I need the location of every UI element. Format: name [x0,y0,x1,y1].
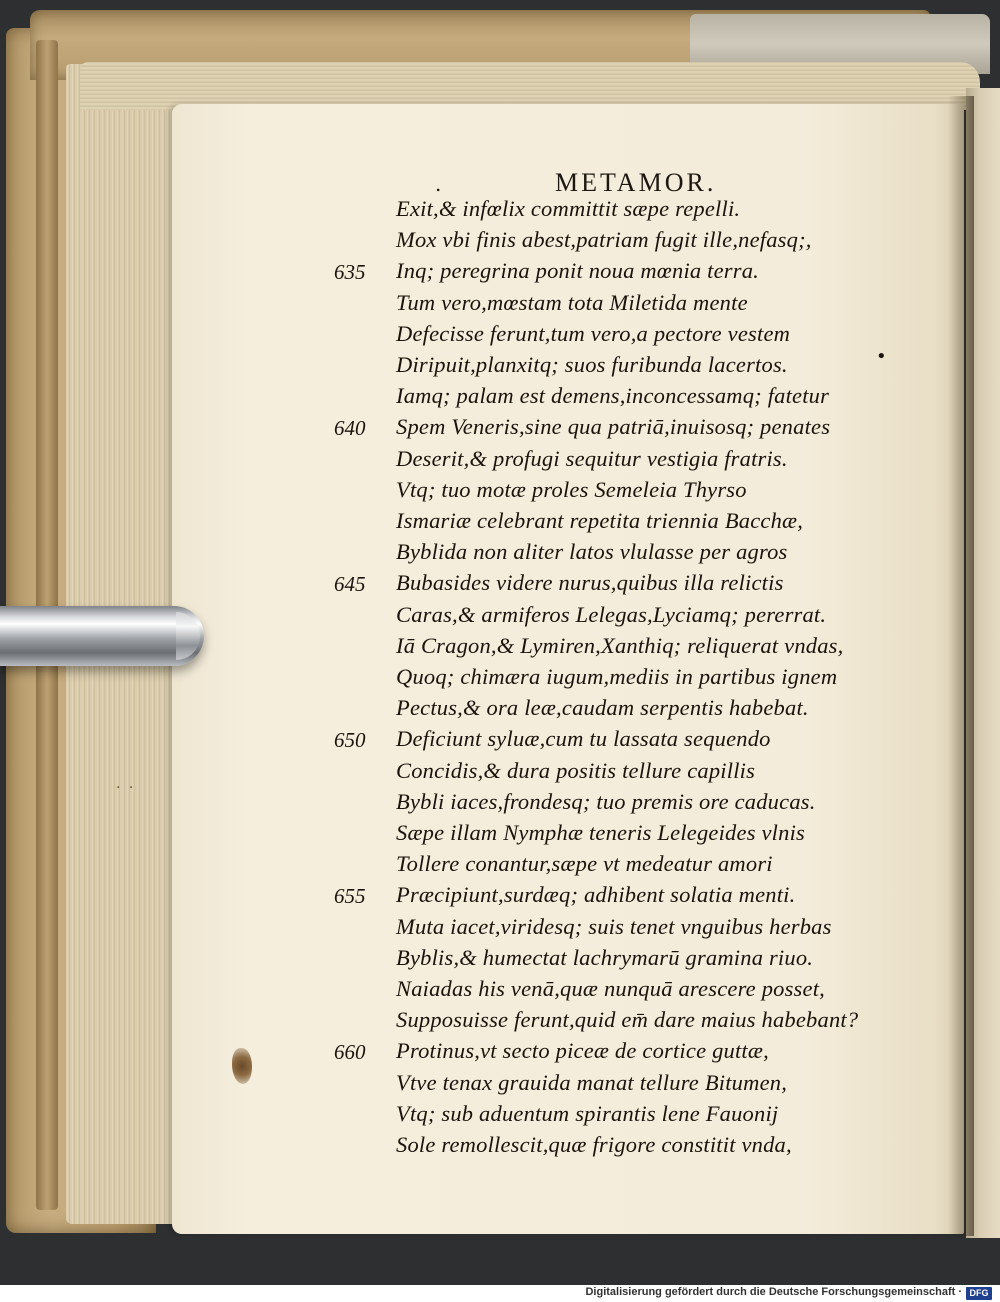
verse-line: Defecisse ferunt,tum vero,a pectore vestem [396,321,791,346]
stray-dot: • [876,346,887,367]
verse-line: Sæpe illam Nymphæ teneris Lelegeides vlnis [396,820,805,845]
verse-line: Sole remollescit,quæ frigore constitit vnda, [396,1132,792,1157]
verse-line: Deserit,& profugi sequitur vestigia fratris. [396,446,788,471]
verse-line: Vtq; sub aduentum spirantis lene Fauonij [396,1101,779,1126]
dfg-logo: DFG [966,1287,992,1300]
verse-line: Præcipiunt,surdæq; adhibent solatia menti. [396,882,796,907]
line-number: 660 [334,1040,366,1064]
line-number: 650 [334,728,366,752]
page-edges-top [80,62,980,110]
verse-line: Tum vero,mœstam tota Miletida mente [396,290,748,315]
line-number: 645 [334,572,366,596]
glass-rod-weight [0,606,204,666]
line-number: 635 [334,260,366,284]
margin-mark: · · [116,780,136,796]
verse-line: Mox vbi finis abest,patriam fugit ille,nefasq;, [396,227,812,252]
running-head: METAMOR. [555,168,717,197]
verse-line: Byblis,& humectat lachrymarū gramina riuo. [396,945,814,970]
header-dot: . [435,172,442,196]
verse-line: Vtve tenax grauida manat tellure Bitumen, [396,1070,788,1095]
verse-line: Ismariæ celebrant repetita triennia Bacchæ, [396,508,804,533]
paper-stain [232,1048,252,1084]
verse-line: Iā Cragon,& Lymiren,Xanthiq; reliquerat vndas, [396,633,844,658]
verse-line: Supposuisse ferunt,quid em̄ dare maius habebant? [396,1007,859,1032]
footer-credit: Digitalisierung gefördert durch die Deutsche Forschungsgemeinschaft · [585,1286,962,1298]
gutter-shadow [948,96,974,1236]
verse-line: Bubasides videre nurus,quibus illa relictis [396,570,784,595]
verse-line: Deficiunt syluæ,cum tu lassata sequendo [396,726,771,751]
verse-line: Caras,& armiferos Lelegas,Lyciamq; pererrat. [396,602,827,627]
verse-line: Concidis,& dura positis tellure capillis [396,758,756,783]
verse-line: Exit,& infœlix committit sæpe repelli. [396,196,741,221]
verse-line: Muta iacet,viridesq; suis tenet vnguibus herbas [396,914,832,939]
verse-line: Pectus,& ora leæ,caudam serpentis habebat. [396,695,809,720]
verse-line: Quoq; chimæra iugum,mediis in partibus ignem [396,664,838,689]
verse-line: Iamq; palam est demens,inconcessamq; fatetur [396,383,830,408]
line-number: 640 [334,416,366,440]
line-number: 655 [334,884,366,908]
verse-line: Spem Veneris,sine qua patriā,inuisosq; penates [396,414,831,439]
verse-line: Protinus,vt secto piceæ de cortice guttæ, [396,1038,769,1063]
verse-line: Tollere conantur,sæpe vt medeatur amori [396,851,773,876]
verse-line: Byblida non aliter latos vlulasse per agros [396,539,788,564]
verse-line: Vtq; tuo motæ proles Semeleia Thyrso [396,477,747,502]
verse-line: Inq; peregrina ponit noua mœnia terra. [396,258,759,283]
verse-line: Bybli iaces,frondesq; tuo premis ore caducas. [396,789,816,814]
verse-line: Naiadas his venā,quæ nunquā arescere posset, [396,976,825,1001]
verse-line: Diripuit,planxitq; suos furibunda lacertos. [396,352,788,377]
